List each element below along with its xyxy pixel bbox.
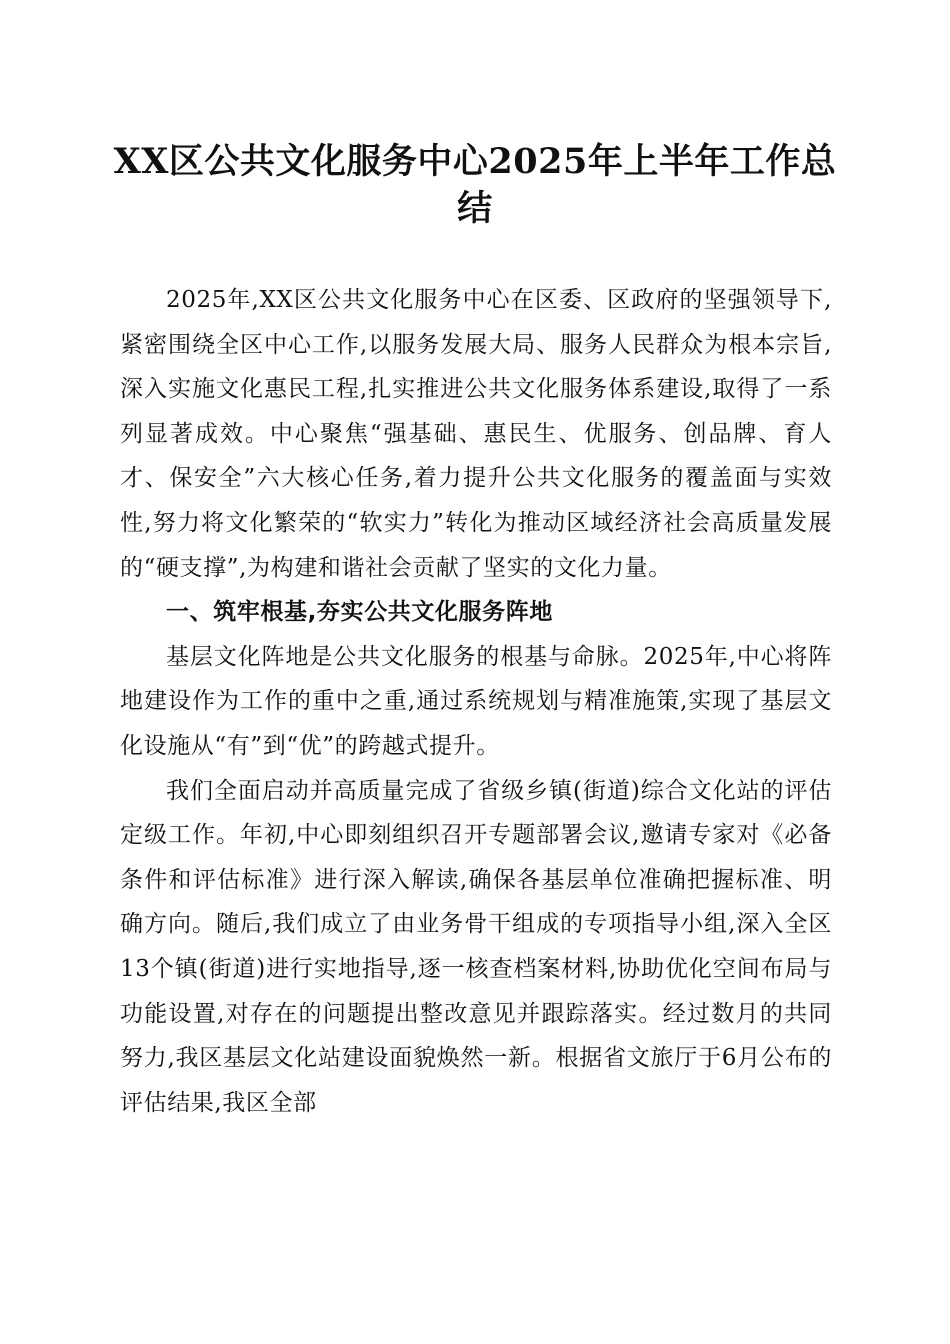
document-title: XX区公共文化服务中心2025年上半年工作总结 bbox=[113, 141, 837, 229]
section-paragraph: 我们全面启动并高质量完成了省级乡镇(街道)综合文化站的评估定级工作。年初,中心即刻组织召开专题部署会议,邀请专家对《必备条件和评估标准》进行深入解读,确保各基层单位准确把握标准、明确方向。随后,我们成立了由业务骨干组成的专项指导小组,深入全区13个镇(街道)进行实地指导,逐一核查档案材料,协助优化空间布局与功能设置,对存在的问题提出整改意见并跟踪落实。经过数月的共同努力,我区基层文化站建设面貌焕然一新。根据省文旅厅于6月公布的评估结果,我区全部 bbox=[120, 777, 832, 1116]
intro-paragraph: 2025年,XX区公共文化服务中心在区委、区政府的坚强领导下,紧密围绕全区中心工作,以服务发展大局、服务人民群众为根本宗旨,深入实施文化惠民工程,扎实推进公共文化服务体系建设,取得了一系列显著成效。中心聚焦“强基础、惠民生、优服务、创品牌、育人才、保安全”六大核心任务,着力提升公共文化服务的覆盖面与实效性,努力将文化繁荣的“软实力”转化为推动区域经济社会高质量发展的“硬支撑”,为构建和谐社会贡献了坚实的文化力量。 bbox=[120, 287, 832, 581]
section-heading: 一、筑牢根基,夯实公共文化服务阵地 bbox=[166, 599, 553, 626]
document-body bbox=[120, 278, 832, 1125]
section-paragraph: 基层文化阵地是公共文化服务的根基与命脉。2025年,中心将阵地建设作为工作的重中之重,通过系统规划与精准施策,实现了基层文化设施从“有”到“优”的跨越式提升。 bbox=[120, 643, 832, 759]
